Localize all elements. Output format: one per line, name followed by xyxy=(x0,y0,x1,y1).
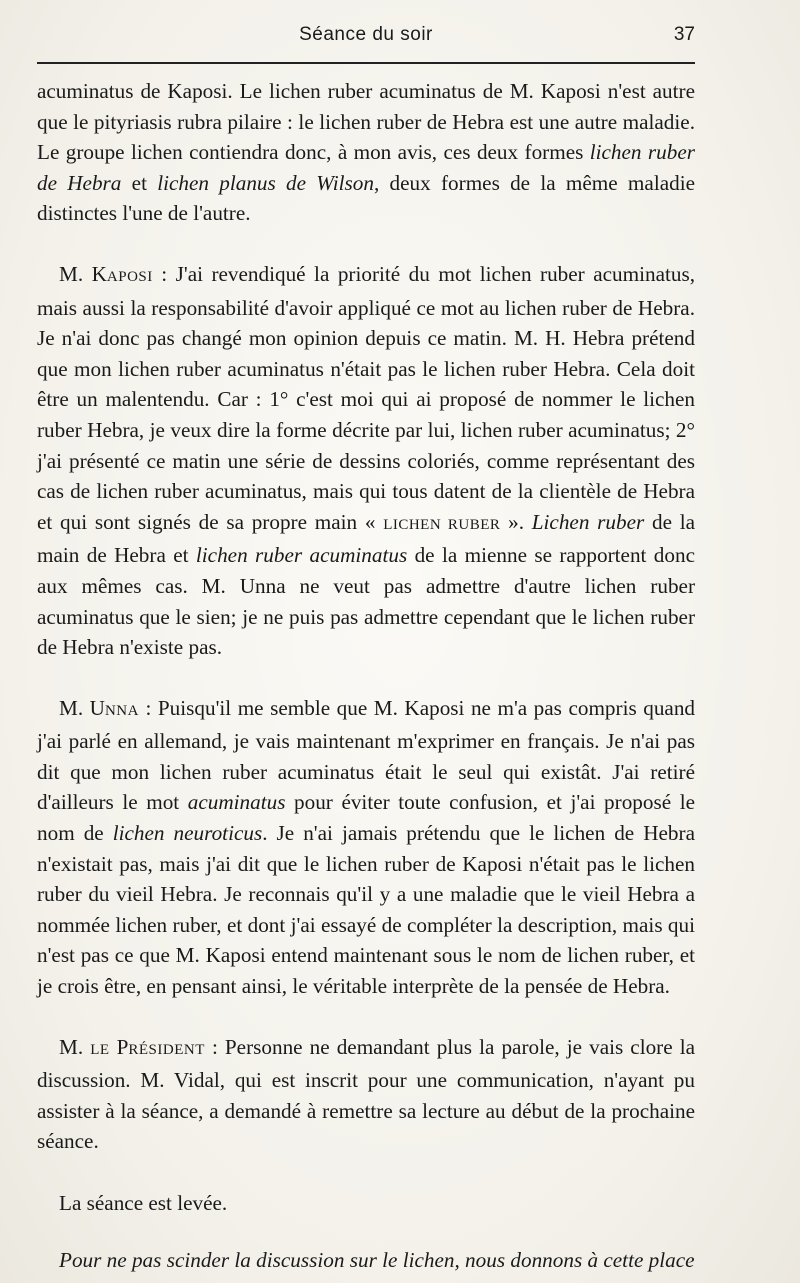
body-text xyxy=(37,76,695,1275)
text-run: : Personne ne demandant plus la parole, je vais clore la discussion. M. Vidal, qui est inscrit pour une communication, n'ayant pu assister à la séance, a demandé à remettre sa lecture au début de la prochaine séance. xyxy=(37,1034,695,1154)
running-header xyxy=(37,24,695,54)
text-run: : Puisqu'il me semble que M. Kaposi ne m'a pas compris quand j'ai parlé en allemand, je vais maintenant m'exprimer en français. Je n'ai pas dit que mon lichen ruber acuminatus était le seul qui existât. J'ai retiré d'ailleurs le mot xyxy=(37,695,696,815)
italic-term: lichen ruber de Hebra xyxy=(37,140,695,195)
text-run: et xyxy=(121,170,158,195)
text-run: pour éviter toute confusion, et j'ai proposé le nom de xyxy=(37,790,695,846)
speaker-name xyxy=(59,696,139,720)
running-title: Séance du soir xyxy=(299,24,433,45)
italic-term: Lichen ruber xyxy=(531,509,645,534)
text-run: : J'ai revendiqué la priorité du mot lichen ruber acuminatus, mais aussi la responsabilité d'avoir appliqué ce mot au lichen ruber de Hebra. Je n'ai donc pas changé mon opinion depuis ce matin. M. H. Hebra prétend que mon lichen ruber acuminatus n'était pas le lichen ruber Hebra. Cela doit être un malentendu. Car : 1° c'est moi qui ai proposé de nommer le lichen ruber Hebra, je veux dire la forme décrite par lui, lichen ruber acuminatus; 2° j'ai présenté ce matin une série de dessins coloriés, comme représentant des cas de lichen ruber acuminatus, mais qui tous datent de la clientèle de Hebra et qui sont signés de sa propre main « xyxy=(37,261,695,534)
text-run: acuminatus de Kaposi. Le lichen ruber acuminatus de M. Kaposi n'est autre que le pityriasis rubra pilaire : le lichen ruber de Hebra est une autre maladie. Le groupe lichen contiendra donc, à mon avis, ces deux formes xyxy=(37,79,695,165)
text-run: ». xyxy=(500,509,532,534)
speaker-initial: P xyxy=(109,1034,129,1059)
text-run: de la mienne se rapportent donc aux mêmes cas. M. Unna ne veut pas admettre d'autre lichen ruber acuminatus que le sien; je ne puis pas admettre cependant que le lichen ruber de Hebra n'existe pas. xyxy=(37,543,695,660)
smallcaps-quote: LICHEN RUBER xyxy=(383,516,501,533)
paragraph-kaposi xyxy=(37,259,695,663)
speaker-name xyxy=(59,262,153,286)
text-run: de la main de Hebra et xyxy=(37,509,696,568)
page-number: 37 xyxy=(673,24,695,45)
speaker-smallcaps: LE xyxy=(90,1041,110,1058)
speaker-smallcaps: APOSI xyxy=(106,268,153,285)
text-run: . Je n'ai jamais prétendu que le lichen de Hebra n'existait pas, mais j'ai dit que le lichen ruber de Kaposi n'était pas le lichen ruber du vieil Hebra. Je reconnais qu'il y a une maladie que le vieil Hebra a nommée lichen ruber, et dont j'ai essayé de compléter la description, mais qui n'est pas ce que M. Kaposi entend maintenant sous le nom de lichen ruber, et je crois être, en pensant ainsi, le véritable interprète de la pensée de Hebra. xyxy=(37,821,695,999)
text-run: , deux formes de la même maladie distinctes l'une de l'autre. xyxy=(37,170,695,226)
speaker-initial: M. K xyxy=(59,261,107,286)
italic-term: lichen ruber acuminatus xyxy=(195,543,408,568)
speaker-smallcaps: RÉSIDENT xyxy=(128,1041,205,1058)
italic-term: lichen planus de Wilson xyxy=(157,170,374,195)
paragraph-unna xyxy=(37,693,695,1002)
italic-term: acuminatus xyxy=(187,790,286,815)
speaker-name xyxy=(59,1035,205,1059)
paragraph-president xyxy=(37,1032,695,1157)
speaker-initial: M. xyxy=(59,1034,91,1059)
speaker-smallcaps: NNA xyxy=(104,702,139,719)
paragraph-closing: La séance est levée. xyxy=(59,1191,228,1215)
paragraph-editorial-note: Pour ne pas scinder la discussion sur le lichen, nous donnons à cette place xyxy=(59,1247,695,1272)
header-rule xyxy=(37,62,695,64)
speaker-initial: M. U xyxy=(59,695,105,720)
italic-term: lichen neuroticus xyxy=(112,821,263,846)
paragraph-continuation xyxy=(37,76,695,229)
